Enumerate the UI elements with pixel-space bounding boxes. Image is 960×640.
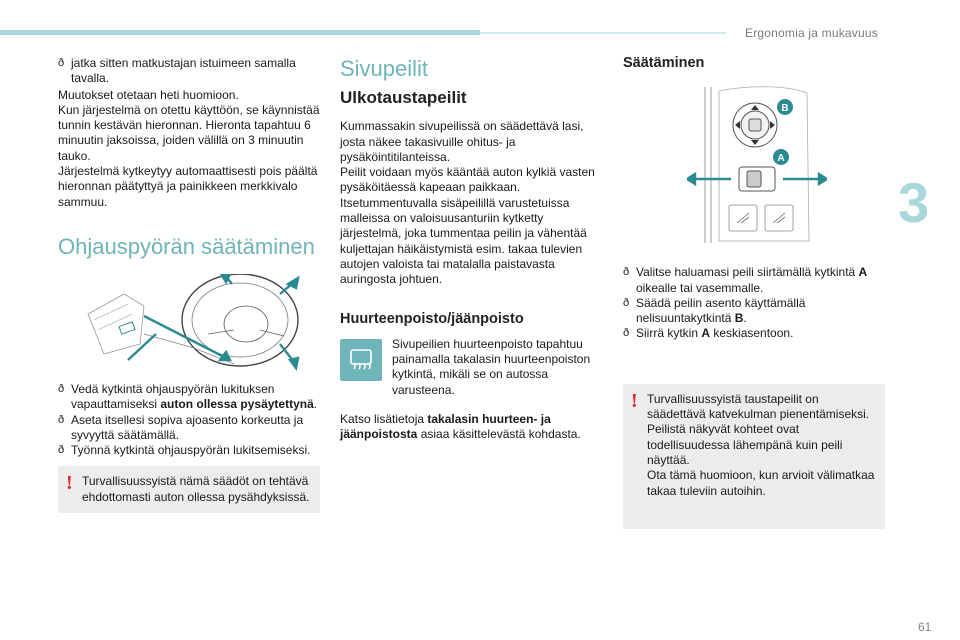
paragraph: Järjestelmä kytkeytyy automaattisesti pois päältä hieronnan päätyttyä ja painikkeen merkkivalo sammuu. bbox=[58, 164, 318, 209]
list-item: ð Työnnä kytkintä ohjauspyörän lukitsemiseksi. bbox=[58, 443, 320, 458]
paragraph: Sivupeilien huurteenpoisto tapahtuu painamalla takalasin huurteenpoiston kytkintä, mikäli se on autossa varusteena. bbox=[392, 336, 591, 397]
section-title: Ergonomia ja mukavuus bbox=[745, 26, 878, 40]
list-item: ð Säädä peilin asento käyttämällä nelisuuntakytkintä B. bbox=[623, 296, 893, 327]
column-right bbox=[623, 56, 893, 529]
list-item: ð Vedä kytkintä ohjauspyörän lukituksen vapauttamiseksi auton ollessa pysäytettynä. bbox=[58, 382, 320, 413]
column-left bbox=[58, 56, 320, 513]
warning-note: ! Turvallisuussyistä nämä säädöt on tehtävä ehdottomasti auton ollessa pysähdyksissä. bbox=[58, 466, 320, 513]
warning-icon: ! bbox=[66, 472, 73, 495]
column-middle bbox=[340, 56, 602, 443]
paragraph: Kun järjestelmä on otettu käyttöön, se käynnistää tunnin kestävän hieronnan. Hieronta tapahtuu 6 minuutin jaksoissa, joiden välillä on 3 minuutin tauko. bbox=[58, 102, 320, 163]
paragraph: Peilit voidaan myös kääntää auton kylkiä vasten pysäköitäessä kapeaan paikkaan. bbox=[340, 165, 595, 195]
header-accent-line bbox=[480, 32, 726, 34]
chapter-number: 3 bbox=[898, 171, 930, 234]
paragraph: Kummassakin sivupeilissä on säädettävä lasi, josta näkee takasivuille ohitus- ja pysäköintitilanteissa. bbox=[340, 119, 584, 164]
warning-note: ! Turvallisuussyistä taustapeilit on säädettävä katvekulman pienentämiseksi. Peilistä näkyvät kohteet ovat todellisuudessa lähempänä kuin peili näyttää. Ota tämä huomioon, kun arvioit välimatkaa takaa tuleviin autoihin. bbox=[623, 384, 885, 529]
steering-wheel-illustration bbox=[84, 274, 316, 374]
label-b: B bbox=[781, 103, 789, 115]
mirror-control-illustration bbox=[687, 85, 827, 245]
paragraph: Itsetummentuvalla sisäpeilillä varustetuissa malleissa on valoisuusanturiin kytketty järjestelmä, joka tummentaa peilin ja vähentää kuljettajan häikäistymistä esim. takaa tulevien autojen valoista tai matalalla paistavasta auringosta johtuen. bbox=[340, 195, 587, 287]
defrost-block bbox=[340, 337, 602, 398]
list-item: ð Siirrä kytkin A keskiasentoon. bbox=[623, 326, 893, 341]
list-item: ð Valitse haluamasi peili siirtämällä kytkintä A oikealle tai vasemmalle. bbox=[623, 265, 893, 296]
page-number: 61 bbox=[918, 620, 932, 634]
section-heading-mirrors: Sivupeilit bbox=[340, 56, 429, 81]
label-a: A bbox=[777, 153, 785, 165]
paragraph: Katso lisätietoja takalasin huurteen- ja jäänpoistosta asiaa käsittelevästä kohdasta. bbox=[340, 412, 581, 442]
header-accent-bar bbox=[0, 30, 480, 35]
subheading-adjustment: Säätäminen bbox=[623, 55, 705, 71]
list-item: ð jatka sitten matkustajan istuimeen samalla tavalla. bbox=[58, 56, 320, 87]
subheading-defrost: Huurteenpoisto/jäänpoisto bbox=[340, 310, 524, 327]
paragraph: Muutokset otetaan heti huomioon. bbox=[58, 87, 239, 102]
section-heading-steering: Ohjauspyörän säätäminen bbox=[58, 233, 315, 259]
rear-defrost-icon bbox=[340, 339, 382, 381]
list-item: ð Aseta itsellesi sopiva ajoasento korkeutta ja syvyyttä säätämällä. bbox=[58, 413, 320, 444]
subheading-exterior-mirrors: Ulkotaustapeilit bbox=[340, 88, 467, 107]
warning-icon: ! bbox=[631, 389, 638, 412]
